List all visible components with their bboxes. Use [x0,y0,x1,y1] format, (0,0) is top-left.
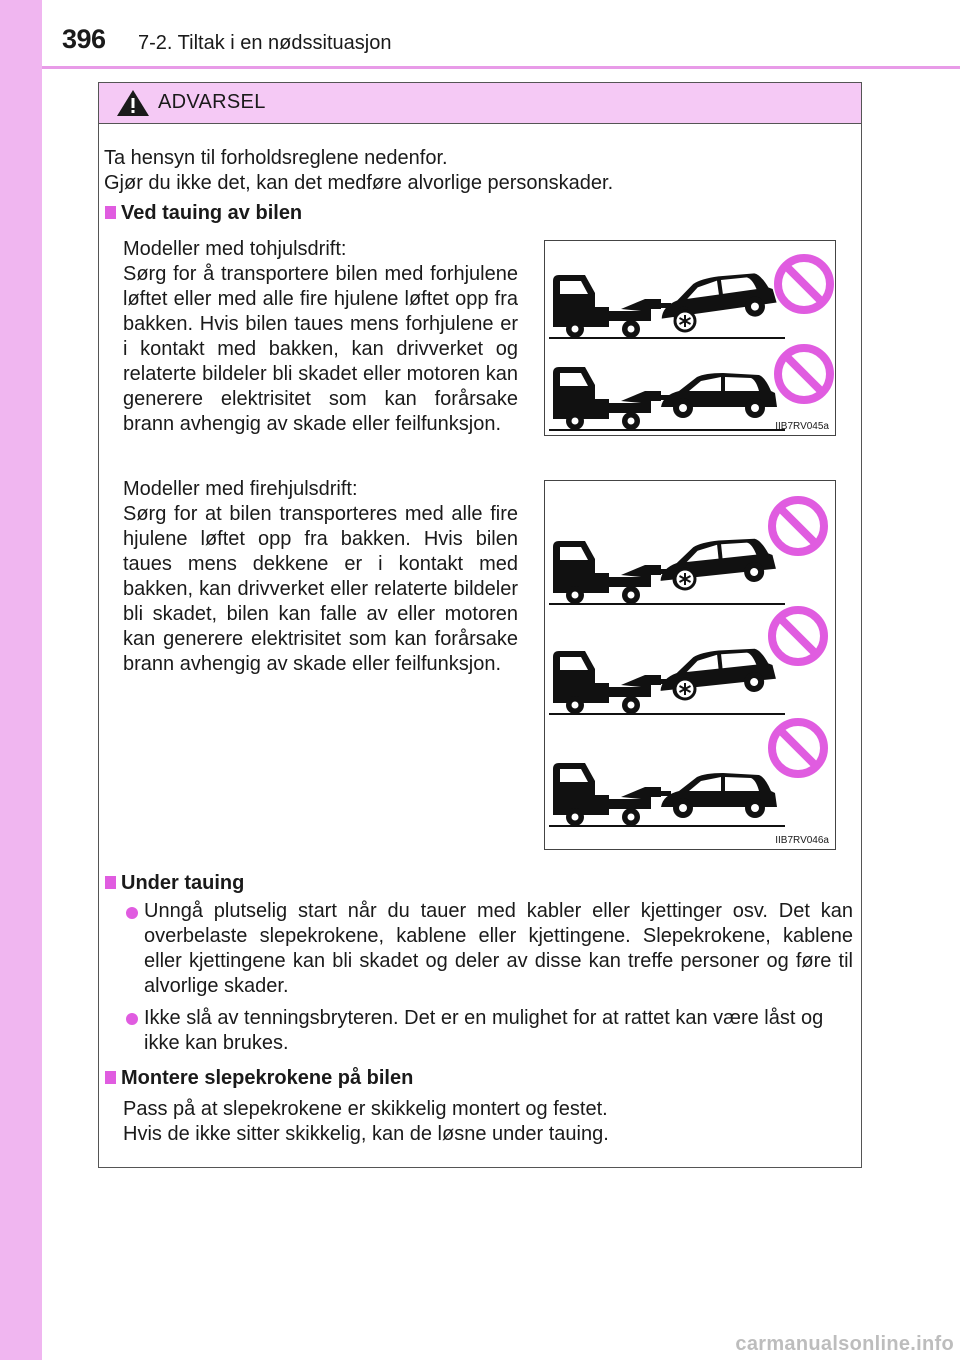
para-four-wheel-body: Sørg for at bilen transporteres med alle fire hjulene løftet opp fra bakken. Hvis bilen taues mens dekkene er i kontakt med bakken, kan drivverket eller relaterte bildeler bli skadet, bilen kan falle av eller motoren kan generere elektrisitet som kan forårsake brann avhengig av skade eller feilfunksjon. [123,503,518,675]
para-four-wheel-title: Modeller med firehjulsdrift: [123,478,358,500]
header-rule [42,66,960,69]
bullet-dot-icon [126,907,138,919]
section-heading-hooks: Montere slepekrokene på bilen [105,1066,413,1091]
bullet-square-icon [105,206,116,219]
prohibited-icon [767,495,829,557]
section-heading-during-towing: Under tauing [105,871,244,896]
bullet-dot-icon [126,1013,138,1025]
prohibited-icon [773,343,835,405]
bullet-sudden-start: Unngå plutselig start når du tauer med kabler eller kjettinger osv. Det kan overbelaste slepekrokene, kablene eller kjettingene. Slepekrokene, kablene eller kjettingene kan bli skadet og deler av disse kan treffe personer og føre til alvorlige skader. [144,900,853,997]
warning-label: ADVARSEL [158,91,266,113]
section-title: 7-2. Tiltak i en nødssituasjon [138,32,392,54]
figure-four-wheel-drive [544,480,836,850]
intro-line-1: Ta hensyn til forholdsreglene nedenfor. [104,147,448,169]
watermark: carmanualsonline.info [735,1333,954,1355]
prohibited-icon [773,253,835,315]
warning-header [99,83,861,124]
section-heading-towing: Ved tauing av bilen [105,201,302,226]
intro-line-2: Gjør du ikke det, kan det medføre alvorlige personskader. [104,172,614,194]
page-number: 396 [62,24,106,54]
warning-triangle-icon [116,89,150,117]
prohibited-icon [767,717,829,779]
side-bar [0,0,42,1360]
hooks-line-1: Pass på at slepekrokene er skikkelig montert og festet. [123,1098,608,1120]
bullet-square-icon [105,1071,116,1084]
hooks-line-2: Hvis de ikke sitter skikkelig, kan de løsne under tauing. [123,1123,609,1145]
bullet-square-icon [105,876,116,889]
prohibited-icon [767,605,829,667]
figure-code: IIB7RV045a [775,421,829,432]
figure-code: IIB7RV046a [775,835,829,846]
bullet-ignition: Ikke slå av tenningsbryteren. Det er en mulighet for at rattet kan være låst og ikke kan brukes. [144,1007,824,1054]
para-two-wheel-title: Modeller med tohjulsdrift: [123,238,347,260]
figure-two-wheel-drive [544,240,836,436]
para-two-wheel-body: Sørg for å transportere bilen med forhjulene løftet eller med alle fire hjulene løftet opp fra bakken. Hvis bilen taues mens forhjulene er i kontakt med bakken, kan drivverket og relaterte bildeler bli skadet eller motoren kan generere elektrisitet som kan forårsake brann avhengig av skade eller feilfunksjon. [123,263,518,435]
